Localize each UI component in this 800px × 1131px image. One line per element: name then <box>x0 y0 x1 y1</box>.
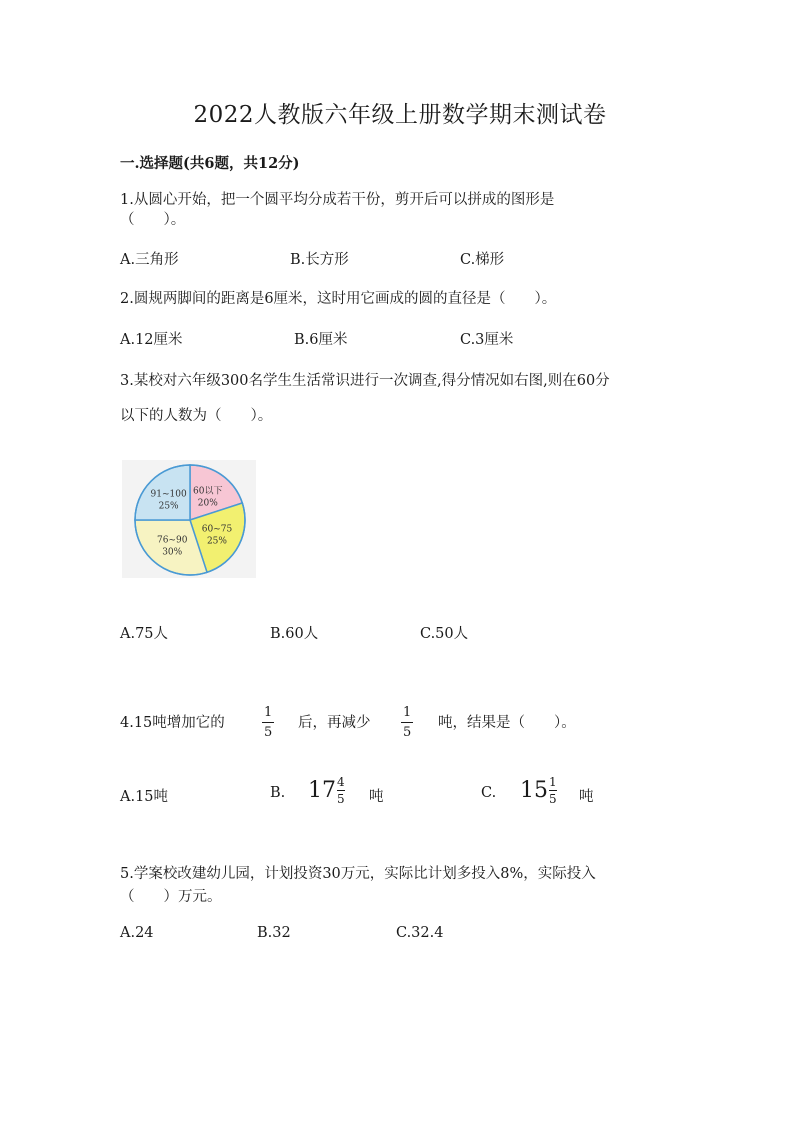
question-5-text-cont: （ ）万元。 <box>120 889 222 905</box>
pie-slice-label-0: 60以下 <box>193 486 223 497</box>
question-3-option-c: C.50人 <box>420 626 469 642</box>
question-3-text-cont: 以下的人数为（ ）。 <box>120 408 273 424</box>
mixed-whole: 15 <box>520 778 548 803</box>
question-4-option-b-unit: 吨 <box>369 789 384 805</box>
mixed-fraction <box>337 776 345 805</box>
section-heading: 一.选择题(共6题，共12分) <box>120 155 300 172</box>
question-4-fraction-1 <box>262 706 274 739</box>
mixed-whole: 17 <box>308 778 336 803</box>
question-4-option-c-label: C. <box>481 785 497 801</box>
question-5-option-a: A.24 <box>120 925 154 941</box>
question-1-text-cont: （ ）。 <box>120 212 186 228</box>
mixed-fraction <box>549 776 557 805</box>
question-2-option-c: C.3厘米 <box>460 332 514 348</box>
fraction-numerator: 1 <box>264 705 273 720</box>
fraction-bar <box>549 790 557 791</box>
pie-chart-svg <box>122 460 256 578</box>
question-1-option-c: C.梯形 <box>460 252 505 268</box>
question-4-text-part3: 吨，结果是（ ）。 <box>438 715 576 731</box>
question-4-text-part1: 4.15吨增加它的 <box>120 715 225 731</box>
question-4-fraction-2 <box>401 706 413 739</box>
fraction-bar <box>262 722 274 723</box>
question-5-option-c: C.32.4 <box>396 925 444 941</box>
fraction-numerator: 1 <box>403 705 412 720</box>
question-4-text-part2: 后，再减少 <box>298 715 371 731</box>
question-5-option-b: B.32 <box>257 925 291 941</box>
question-1-option-b: B.长方形 <box>290 252 349 268</box>
fraction-bar <box>337 790 345 791</box>
question-3-option-b: B.60人 <box>270 626 319 642</box>
fraction-denominator: 5 <box>337 792 345 806</box>
pie-chart <box>122 460 256 578</box>
pie-slice-label-2: 76~90 <box>156 535 188 546</box>
fraction-denominator: 5 <box>403 725 412 740</box>
pie-slice-percent-3: 25% <box>158 501 179 512</box>
page-title: 2022人教版六年级上册数学期末测试卷 <box>193 102 607 128</box>
pie-slice-label-1: 60~75 <box>201 524 233 535</box>
fraction-numerator: 4 <box>337 775 345 789</box>
fraction-numerator: 1 <box>549 775 557 789</box>
question-4-option-c-unit: 吨 <box>579 789 594 805</box>
pie-slice-label-3: 91~100 <box>150 489 187 500</box>
question-4-option-c-mixed-number <box>520 776 557 805</box>
question-1-option-a: A.三角形 <box>120 252 179 268</box>
question-2-text: 2.圆规两脚间的距离是6厘米，这时用它画成的圆的直径是（ ）。 <box>120 291 557 307</box>
question-2-option-a: A.12厘米 <box>120 332 183 348</box>
pie-slice-percent-1: 25% <box>206 536 227 547</box>
pie-slice-percent-0: 20% <box>197 498 218 509</box>
question-4-option-a: A.15吨 <box>120 789 169 805</box>
question-4-option-b-label: B. <box>270 785 286 801</box>
pie-slice-percent-2: 30% <box>162 547 183 558</box>
question-2-option-b: B.6厘米 <box>294 332 348 348</box>
question-1-text: 1.从圆心开始，把一个圆平均分成若干份，剪开后可以拼成的图形是 <box>120 192 555 208</box>
question-4-option-b-mixed-number <box>308 776 345 805</box>
fraction-denominator: 5 <box>264 725 273 740</box>
question-5-text: 5.学案校改建幼儿园，计划投资30万元，实际比计划多投入8%，实际投入 <box>120 866 596 882</box>
question-3-text: 3.某校对六年级300名学生生活常识进行一次调查,得分情况如右图,则在60分 <box>120 373 610 389</box>
fraction-bar <box>401 722 413 723</box>
fraction-denominator: 5 <box>549 792 557 806</box>
question-3-option-a: A.75人 <box>120 626 169 642</box>
